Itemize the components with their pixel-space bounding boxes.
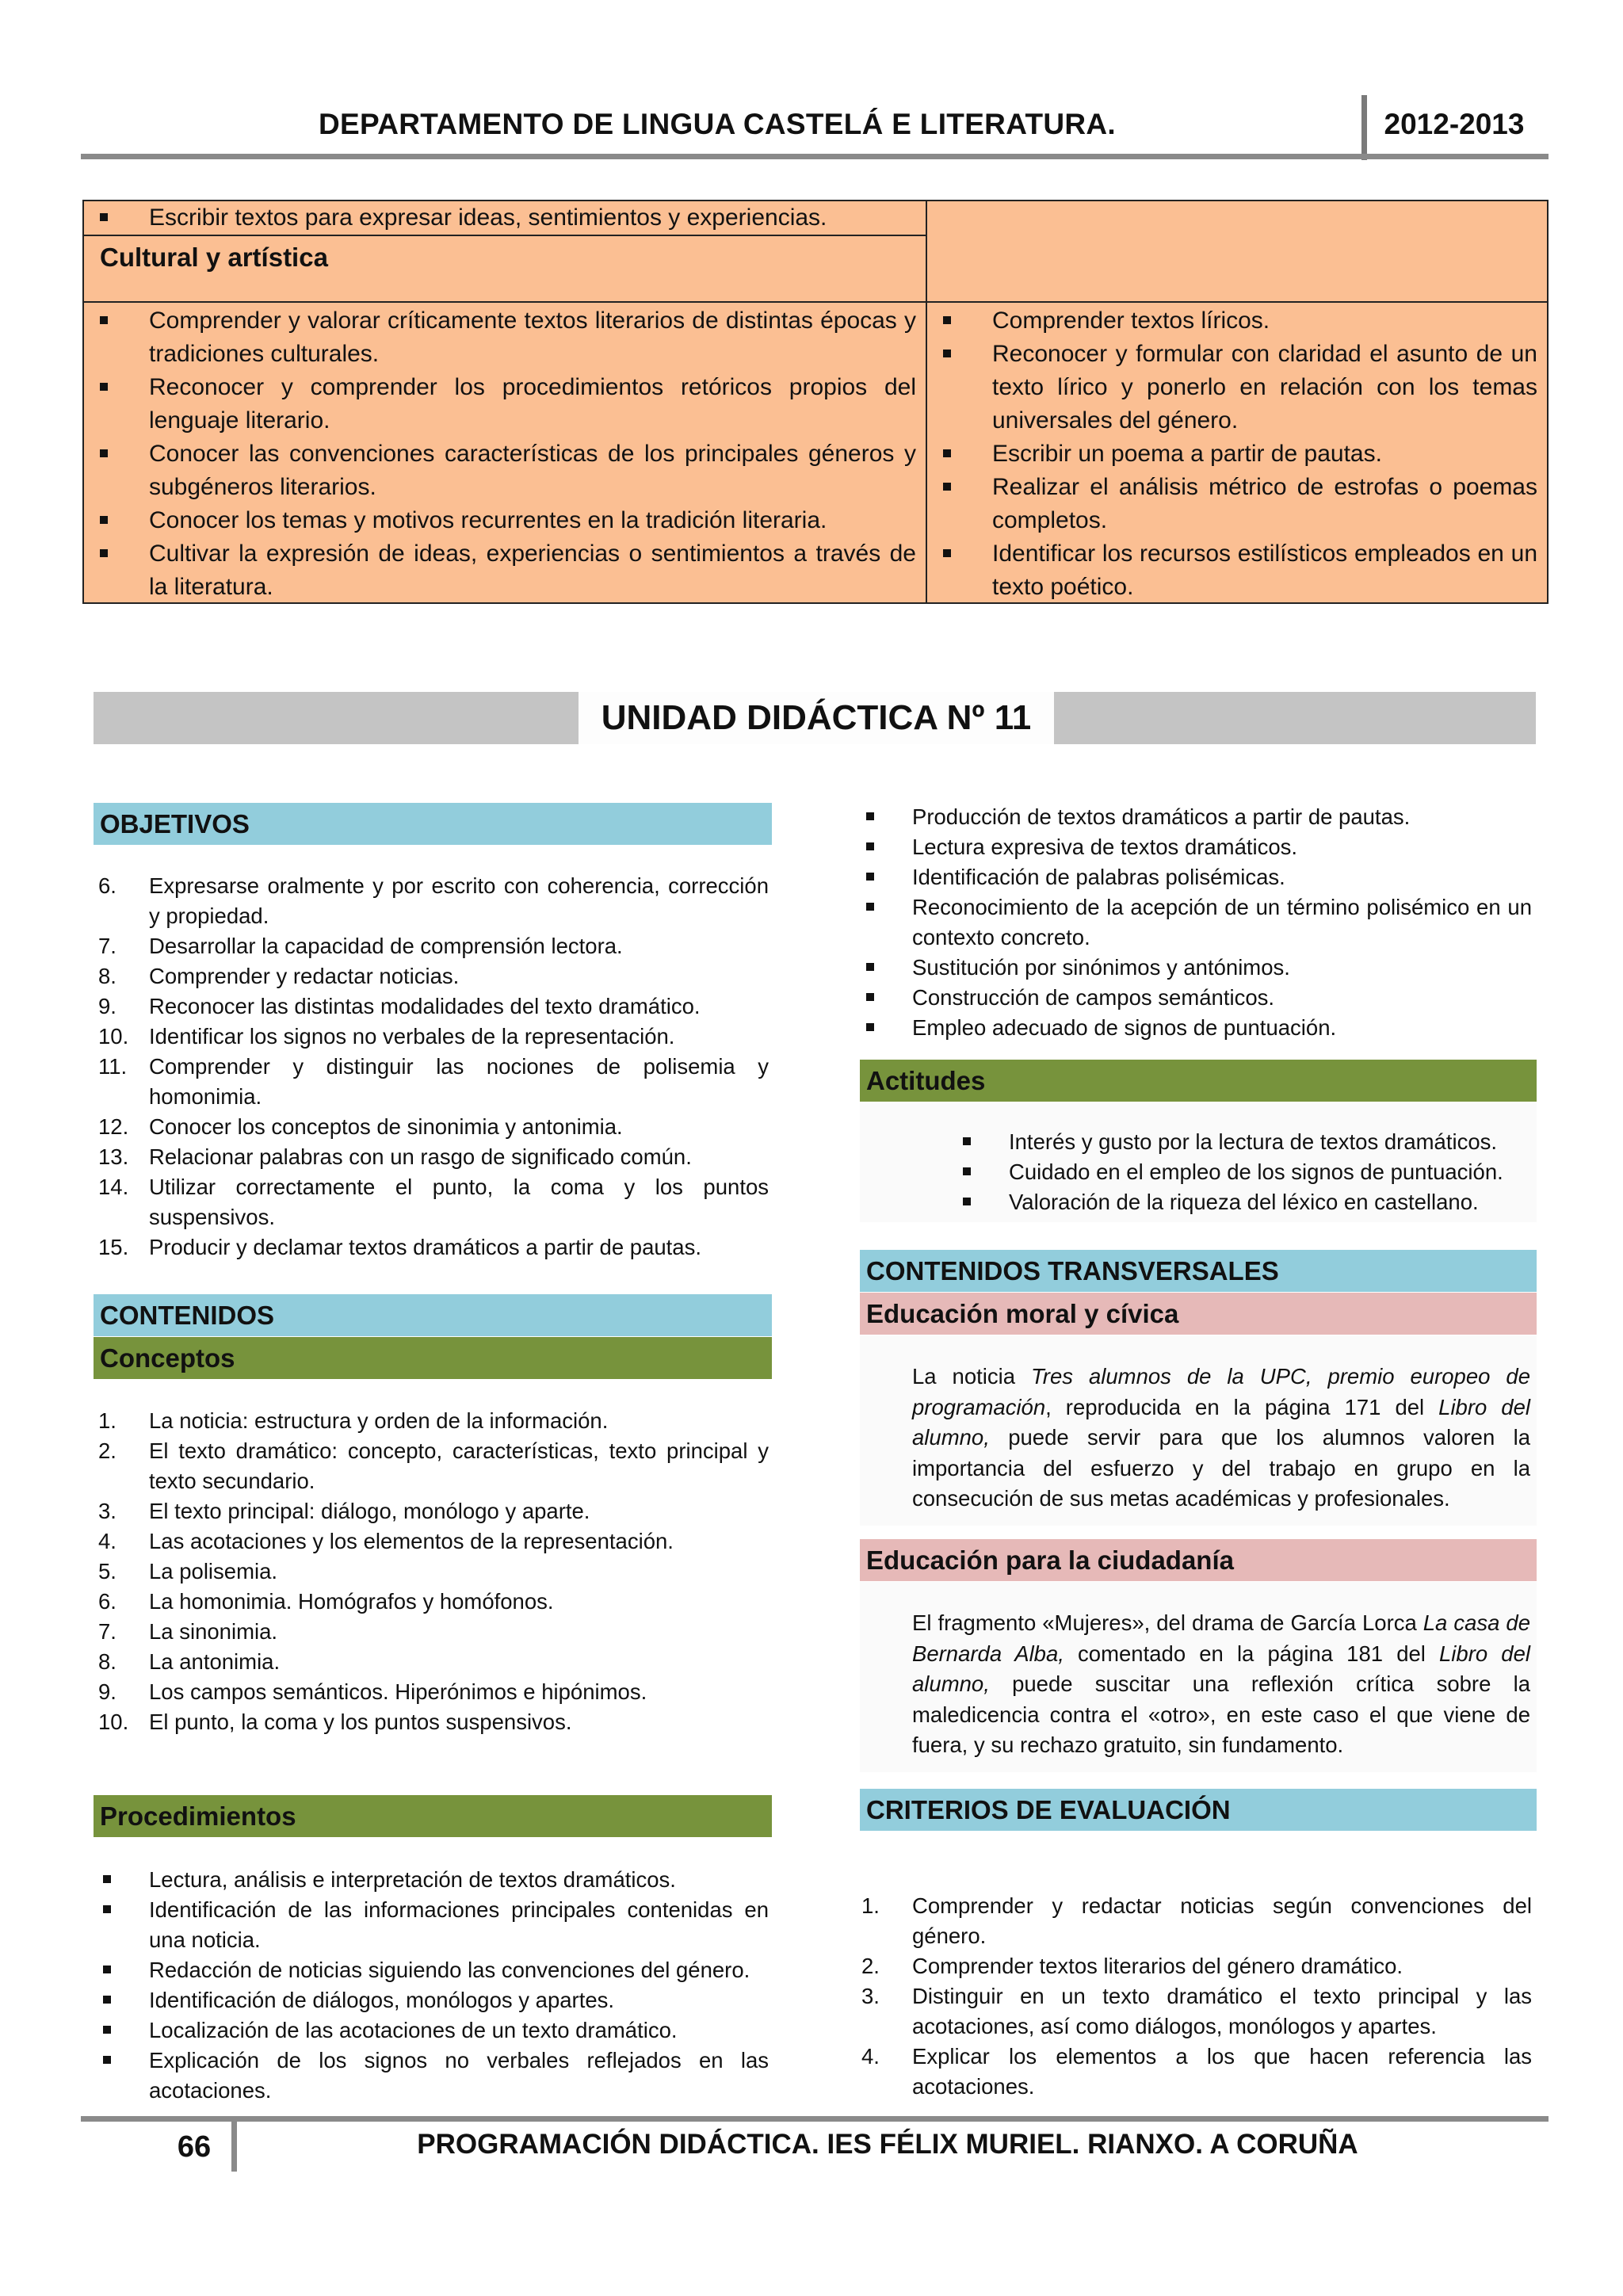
list-item — [861, 1891, 1532, 1951]
footer-divider — [231, 2116, 237, 2172]
item-text: Desarrollar la capacidad de comprensión lectora. — [149, 934, 623, 958]
item-text: Utilizar correctamente el punto, la coma y los puntos suspensivos. — [149, 1175, 769, 1229]
item-number: 3. — [861, 1984, 880, 2008]
item-number: 6. — [98, 1589, 116, 1614]
item-text: Comprender y distinguir las nociones de polisemia y homonimia. — [149, 1054, 769, 1109]
table-cell-right — [927, 304, 1537, 604]
list-item: Interés y gusto por la lectura de textos dramáticos. — [958, 1127, 1529, 1157]
list-item — [98, 871, 769, 931]
list-item — [98, 931, 769, 961]
item-number: 8. — [98, 964, 116, 988]
item-number: 9. — [98, 1679, 116, 1704]
item-text: Distinguir en un texto dramático el texto principal y las acotaciones, así como diálogos, monólogos y apartes. — [912, 1984, 1532, 2038]
table-cell-left — [84, 304, 921, 604]
ciudadania-paragraph: El fragmento «Mujeres», del drama de García Lorca La casa de Bernarda Alba, comentado en la página 181 del Libro del alumno, puede suscitar una reflexión crítica sobre la maledicencia contra el «otro», en este caso el que viene de fuera, y su rechazo gratuito, sin fundamento. — [912, 1610, 1531, 1757]
table-row-divider — [84, 235, 926, 236]
list-item: Empleo adecuado de signos de puntuación. — [861, 1013, 1532, 1043]
list-item: Conocer los temas y motivos recurrentes en la tradición literaria. — [84, 504, 916, 537]
list-item: Realizar el análisis métrico de estrofas o poemas completos. — [927, 471, 1537, 537]
item-text: Las acotaciones y los elementos de la representación. — [149, 1529, 674, 1553]
list-item — [98, 961, 769, 991]
footer-rule — [81, 2116, 1549, 2122]
list-item: Lectura expresiva de textos dramáticos. — [861, 832, 1532, 862]
list-item: Identificación de diálogos, monólogos y apartes. — [98, 1985, 769, 2015]
ciudadania-heading: Educación para la ciudadanía — [860, 1539, 1537, 1581]
list-item — [98, 1677, 769, 1707]
objetivos-heading: OBJETIVOS — [94, 803, 772, 845]
list-item: Cultivar la expresión de ideas, experiencias o sentimientos a través de la literatura. — [84, 537, 916, 604]
list-item — [861, 1951, 1532, 1981]
conceptos-heading: Conceptos — [94, 1337, 772, 1379]
item-text: Relacionar palabras con un rasgo de significado común. — [149, 1144, 692, 1169]
criterios-list — [861, 1891, 1532, 2102]
item-number: 9. — [98, 994, 116, 1018]
actitudes-list — [958, 1127, 1529, 1217]
item-number: 13. — [98, 1144, 129, 1169]
list-item: Redacción de noticias siguiendo las convenciones del género. — [98, 1955, 769, 1985]
list-item — [98, 1022, 769, 1052]
list-item — [98, 1406, 769, 1436]
header-rule — [81, 154, 1549, 159]
list-item — [98, 1557, 769, 1587]
list-item — [98, 1142, 769, 1172]
item-text: Comprender y redactar noticias. — [149, 964, 460, 988]
item-text: Producir y declamar textos dramáticos a partir de pautas. — [149, 1235, 701, 1259]
item-number: 6. — [98, 873, 116, 898]
objetivos-list — [98, 871, 769, 1263]
header-divider — [1361, 95, 1367, 160]
header-department: DEPARTAMENTO DE LINGUA CASTELÁ E LITERATURA. — [318, 108, 1117, 140]
unit-title: UNIDAD DIDÁCTICA Nº 11 — [579, 692, 1054, 744]
list-item: Escribir textos para expresar ideas, sentimientos y experiencias. — [84, 201, 926, 235]
list-item — [98, 1647, 769, 1677]
item-number: 10. — [98, 1710, 129, 1734]
list-item: Identificación de las informaciones principales contenidas en una noticia. — [98, 1895, 769, 1955]
list-item — [98, 1232, 769, 1263]
competencias-table — [82, 200, 1549, 604]
item-text: El texto principal: diálogo, monólogo y aparte. — [149, 1499, 590, 1523]
list-item: Comprender y valorar críticamente textos literarios de distintas épocas y tradiciones culturales. — [84, 304, 916, 371]
item-number: 4. — [98, 1529, 116, 1553]
item-number: 4. — [861, 2044, 880, 2069]
item-text: Reconocer las distintas modalidades del texto dramático. — [149, 994, 701, 1018]
procedimientos-continued-list — [861, 802, 1532, 1043]
item-number: 1. — [98, 1408, 116, 1433]
item-text: Los campos semánticos. Hiperónimos e hipónimos. — [149, 1679, 647, 1704]
footer-text: PROGRAMACIÓN DIDÁCTICA. IES FÉLIX MURIEL. RIANXO. A CORUÑA — [417, 2129, 1358, 2160]
item-number: 11. — [98, 1054, 128, 1079]
list-item — [98, 1526, 769, 1557]
list-item: Identificación de palabras polisémicas. — [861, 862, 1532, 892]
item-text: Explicar los elementos a los que hacen referencia las acotaciones. — [912, 2044, 1532, 2099]
item-text: El punto, la coma y los puntos suspensivos. — [149, 1710, 572, 1734]
list-item — [861, 1981, 1532, 2042]
list-item — [861, 2042, 1532, 2102]
list-item — [98, 1496, 769, 1526]
item-number: 15. — [98, 1235, 129, 1259]
header-year: 2012-2013 — [1384, 108, 1525, 140]
item-number: 7. — [98, 934, 116, 958]
list-item: Conocer las convenciones características de los principales géneros y subgéneros literarios. — [84, 437, 916, 504]
criterios-heading: CRITERIOS DE EVALUACIÓN — [860, 1789, 1537, 1831]
list-item: Explicación de los signos no verbales reflejados en las acotaciones. — [98, 2046, 769, 2106]
item-number: 14. — [98, 1175, 129, 1199]
item-text: La homonimia. Homógrafos y homófonos. — [149, 1589, 554, 1614]
moral-heading: Educación moral y cívica — [860, 1293, 1537, 1335]
item-text: El texto dramático: concepto, características, texto principal y texto secundario. — [149, 1438, 769, 1493]
item-text: La sinonimia. — [149, 1619, 278, 1644]
list-item: Escribir un poema a partir de pautas. — [927, 437, 1537, 471]
item-text: Comprender y redactar noticias según convenciones del género. — [912, 1893, 1532, 1948]
item-text: La antonimia. — [149, 1649, 281, 1674]
item-text: Comprender textos literarios del género dramático. — [912, 1954, 1403, 1978]
list-item: Comprender textos líricos. — [927, 304, 1537, 338]
list-item: Cuidado en el empleo de los signos de puntuación. — [958, 1157, 1529, 1187]
conceptos-list — [98, 1406, 769, 1737]
list-item — [98, 1172, 769, 1232]
item-number: 5. — [98, 1559, 116, 1584]
table-row-divider — [84, 301, 1547, 303]
item-number: 2. — [98, 1438, 116, 1463]
list-item: Localización de las acotaciones de un texto dramático. — [98, 2015, 769, 2046]
page-number: 66 — [177, 2130, 212, 2164]
item-number: 10. — [98, 1024, 129, 1049]
contenidos-heading: CONTENIDOS — [94, 1294, 772, 1336]
list-item: Producción de textos dramáticos a partir de pautas. — [861, 802, 1532, 832]
list-item: Construcción de campos semánticos. — [861, 983, 1532, 1013]
item-number: 2. — [861, 1954, 880, 1978]
procedimientos-heading: Procedimientos — [94, 1795, 772, 1837]
list-item — [98, 1707, 769, 1737]
list-item — [98, 1112, 769, 1142]
list-item: Valoración de la riqueza del léxico en castellano. — [958, 1187, 1529, 1217]
item-number: 7. — [98, 1619, 116, 1644]
actitudes-heading: Actitudes — [860, 1060, 1537, 1102]
item-number: 8. — [98, 1649, 116, 1674]
moral-paragraph: La noticia Tres alumnos de la UPC, premio europeo de programación, reproducida en la página 171 del Libro del alumno, puede servir para que los alumnos valoren la importancia del esfuerzo y del trabajo en grupo en la consecución de sus metas académicas y profesionales. — [912, 1364, 1530, 1511]
list-item: Reconocimiento de la acepción de un término polisémico en un contexto concreto. — [861, 892, 1532, 953]
list-item — [98, 1617, 769, 1647]
section-heading-cultural: Cultural y artística — [100, 243, 328, 272]
list-item — [98, 991, 769, 1022]
list-item: Sustitución por sinónimos y antónimos. — [861, 953, 1532, 983]
list-item: Reconocer y formular con claridad el asunto de un texto lírico y ponerlo en relación con los temas universales del género. — [927, 338, 1537, 437]
list-item: Identificar los recursos estilísticos empleados en un texto poético. — [927, 537, 1537, 604]
item-text: La polisemia. — [149, 1559, 278, 1584]
procedimientos-list — [98, 1865, 769, 2106]
item-text: Expresarse oralmente y por escrito con coherencia, corrección y propiedad. — [149, 873, 769, 928]
table-cell-row1 — [84, 201, 926, 235]
item-text: La noticia: estructura y orden de la información. — [149, 1408, 609, 1433]
item-text: Conocer los conceptos de sinonimia y antonimia. — [149, 1114, 623, 1139]
list-item — [98, 1052, 769, 1112]
item-text: Identificar los signos no verbales de la representación. — [149, 1024, 675, 1049]
list-item — [98, 1436, 769, 1496]
item-number: 12. — [98, 1114, 129, 1139]
item-number: 1. — [861, 1893, 880, 1918]
list-item: Reconocer y comprender los procedimientos retóricos propios del lenguaje literario. — [84, 371, 916, 437]
transversales-heading: CONTENIDOS TRANSVERSALES — [860, 1250, 1537, 1292]
item-number: 3. — [98, 1499, 116, 1523]
list-item: Lectura, análisis e interpretación de textos dramáticos. — [98, 1865, 769, 1895]
list-item — [98, 1587, 769, 1617]
